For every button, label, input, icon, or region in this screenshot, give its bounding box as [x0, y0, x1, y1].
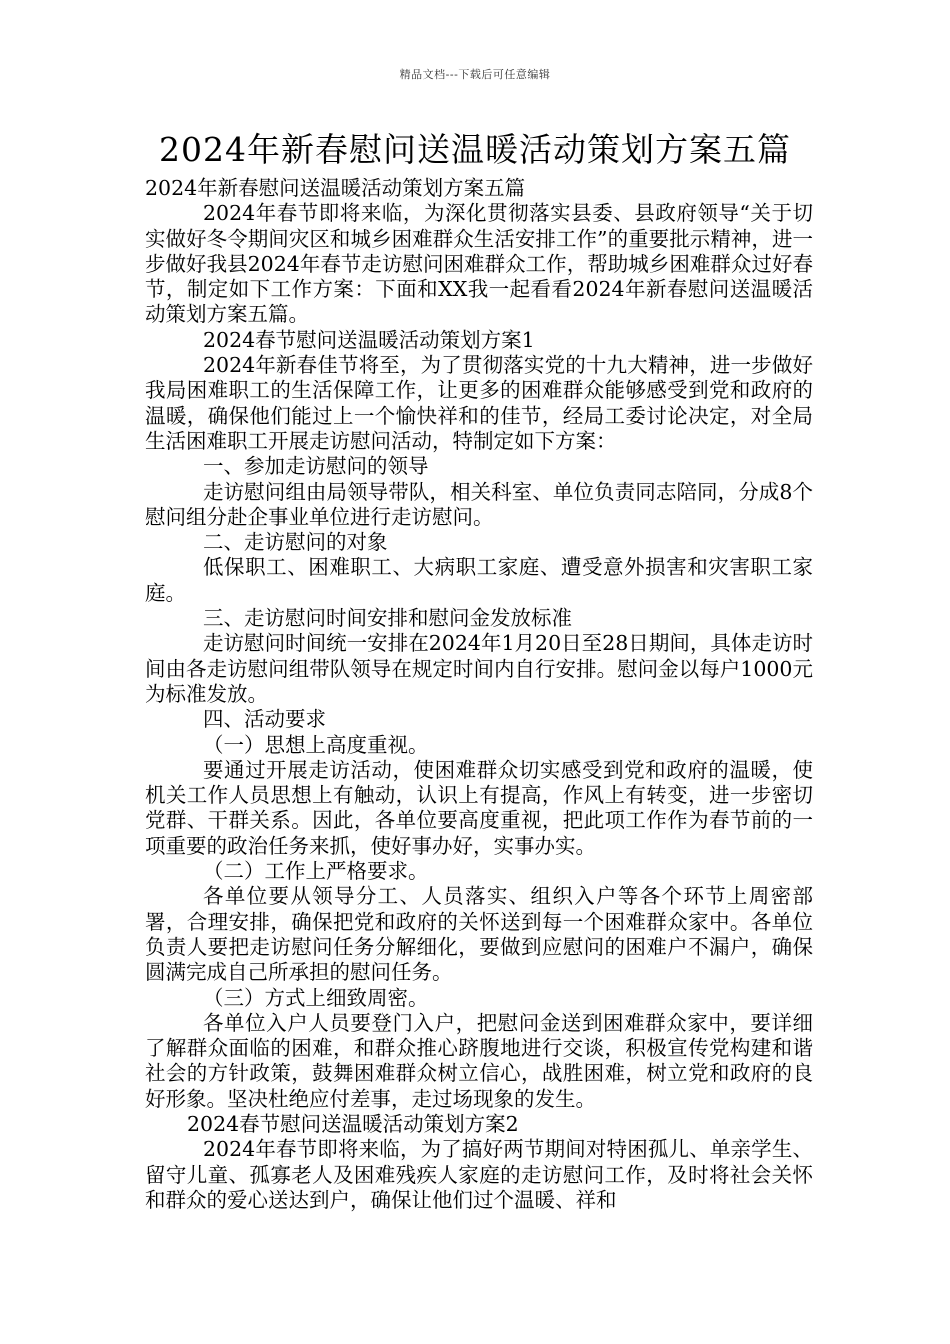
paragraph: 低保职工、困难职工、大病职工家庭、遭受意外损害和灾害职工家庭。: [145, 555, 813, 605]
paragraph: 二、走访慰问的对象: [203, 530, 388, 555]
paragraph: 各单位入户人员要登门入户，把慰问金送到困难群众家中，要详细了解群众面临的困难，和群众推心跻腹地进行交谈，积极宣传党构建和谐社会的方针政策，鼓舞困难群众树立信心，战胜困难，树立党和政府的良好形象。坚决杜绝应付差事，走过场现象的发生。: [145, 1010, 813, 1111]
paragraph: 要通过开展走访活动，使困难群众切实感受到党和政府的温暖，使机关工作人员思想上有触动，认识上有提高，作风上有转变，进一步密切党群、干群关系。因此，各单位要高度重视，把此项工作作为春节前的一项重要的政治任务来抓，使好事办好，实事办实。: [145, 757, 813, 858]
paragraph: 三、走访慰问时间安排和慰问金发放标准: [203, 606, 572, 631]
paragraph: 2024年新春慰问送温暖活动策划方案五篇: [145, 176, 526, 200]
header-note: 精品文档---下载后可任意编辑: [399, 68, 551, 81]
document-body: [145, 176, 813, 1213]
paragraph: （一）思想上高度重视。: [203, 732, 429, 757]
paragraph: 走访慰问时间统一安排在2024年1月20日至28日期间，具体走访时间由各走访慰问组带队领导在规定时间内自行安排。慰问金以每户1000元为标准发放。: [145, 631, 813, 706]
paragraph: 2024春节慰问送温暖活动策划方案2: [187, 1111, 519, 1136]
paragraph: （二）工作上严格要求。: [203, 859, 429, 884]
document-title: 2024年新春慰问送温暖活动策划方案五篇: [159, 130, 791, 169]
paragraph: 2024春节慰问送温暖活动策划方案1: [203, 327, 535, 352]
paragraph: 2024年春节即将来临，为深化贯彻落实县委、县政府领导“关于切实做好冬令期间灾区和城乡困难群众生活安排工作”的重要批示精神，进一步做好我县2024年春节走访慰问困难群众工作，帮助城乡困难群众过好春节，制定如下工作方案：下面和XX我一起看看2024年新春慰问送温暖活动策划方案五篇。: [145, 201, 813, 327]
paragraph: 一、参加走访慰问的领导: [203, 454, 429, 479]
paragraph: 四、活动要求: [203, 707, 326, 732]
paragraph: 走访慰问组由局领导带队，相关科室、单位负责同志陪同，分成8个慰问组分赴企事业单位进行走访慰问。: [145, 479, 813, 529]
paragraph: （三）方式上细致周密。: [203, 985, 429, 1010]
paragraph: 2024年新春佳节将至，为了贯彻落实党的十九大精神，进一步做好我局困难职工的生活保障工作，让更多的困难群众能够感受到党和政府的温暖，确保他们能过上一个愉快祥和的佳节，经局工委讨论决定，对全局生活困难职工开展走访慰问活动，特制定如下方案：: [145, 353, 813, 453]
paragraph: 2024年春节即将来临，为了搞好两节期间对特困孤儿、单亲学生、留守儿童、孤寡老人及困难残疾人家庭的走访慰问工作，及时将社会关怀和群众的爱心送达到户，确保让他们过个温暖、祥和: [145, 1137, 813, 1212]
paragraph: 各单位要从领导分工、人员落实、组织入户等各个环节上周密部署，合理安排，确保把党和政府的关怀送到每一个困难群众家中。各单位负责人要把走访慰问任务分解细化，要做到应慰问的困难户不漏户，确保圆满完成自己所承担的慰问任务。: [145, 884, 813, 985]
